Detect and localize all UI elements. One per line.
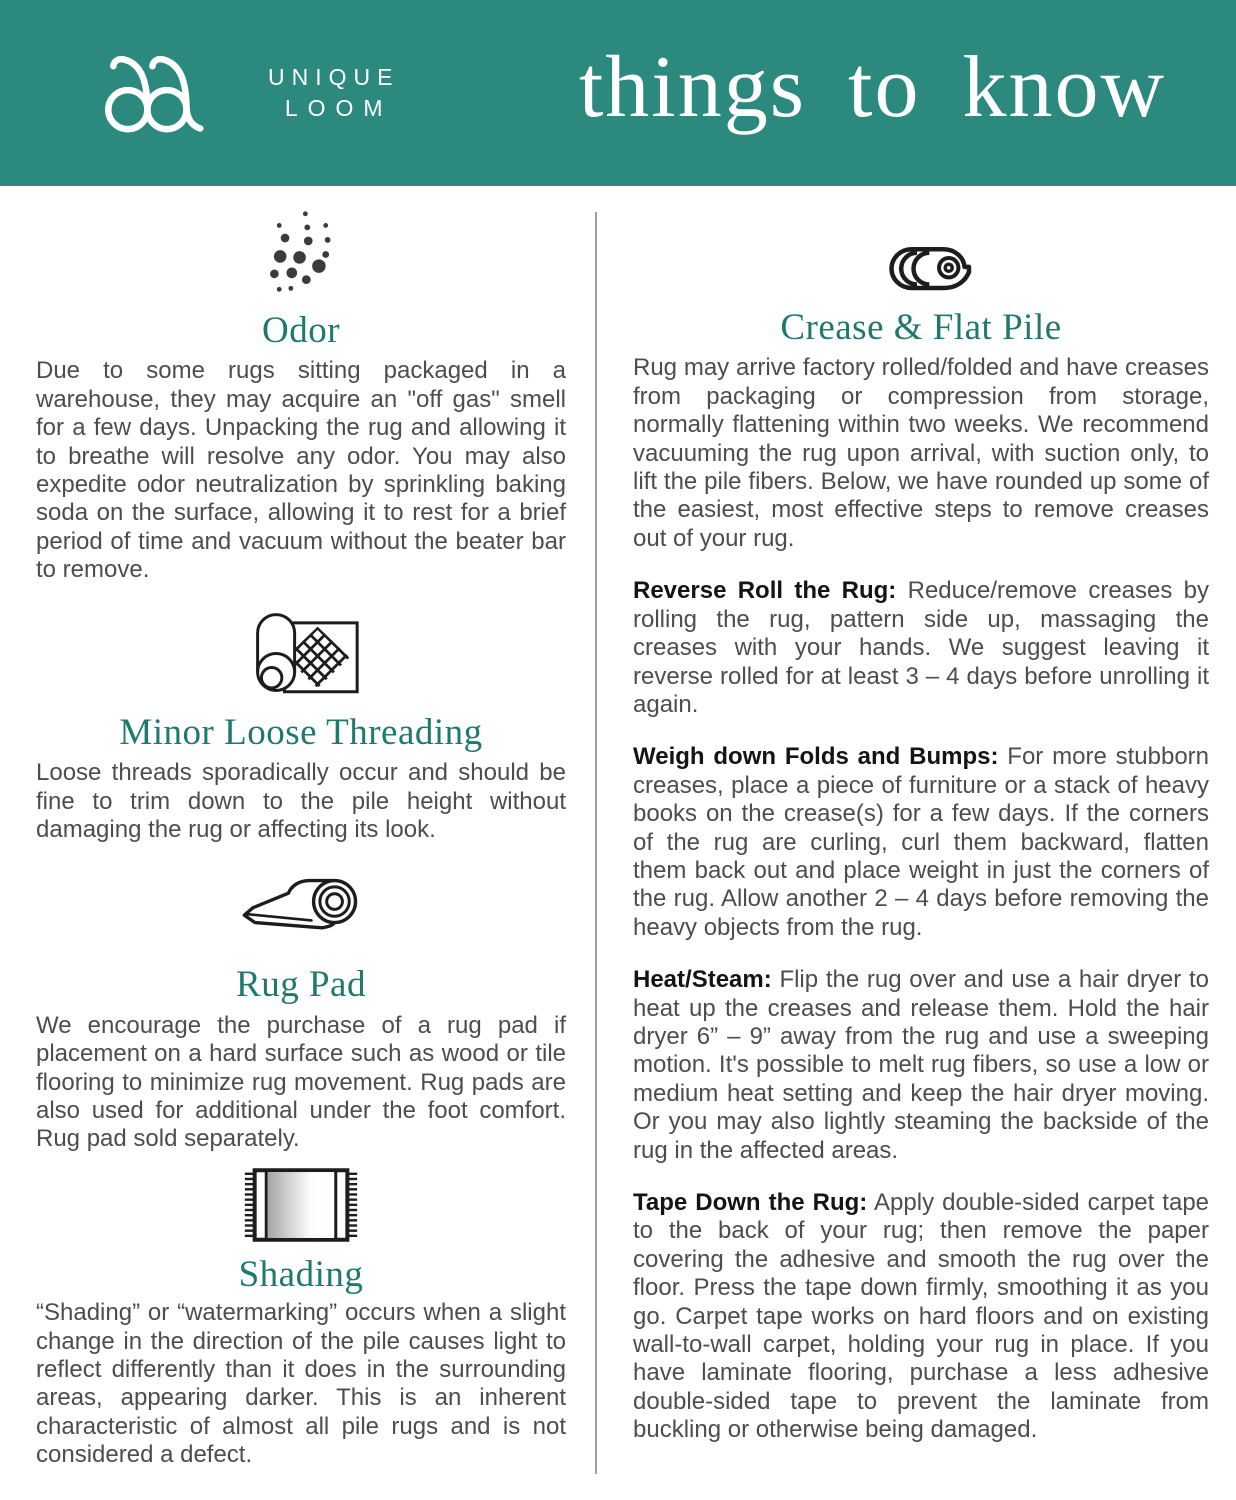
tip-text: For more stubborn creases, place a piece of furniture or a stack of heavy books on the crease(s) for a few days. If the corners of the rug are curling, curl them backward, flatten them back out and place weight in just the corners of the rug. Allow another 2 – 4 days before removing the heavy objects from the rug. — [633, 743, 1210, 941]
fringed-rug-icon — [242, 1164, 360, 1246]
tip-label: Reverse Roll the Rug: — [633, 577, 897, 605]
section-heading-threading: Minor Loose Threading — [119, 711, 483, 753]
section-heading-odor: Odor — [261, 310, 341, 351]
tip-heat-steam — [633, 966, 1209, 1165]
header-banner — [0, 0, 1236, 186]
section-minor-loose-threading — [36, 605, 566, 845]
section-odor — [36, 208, 566, 585]
brand-name — [268, 62, 399, 124]
section-icon-wrap — [36, 605, 566, 702]
column-divider — [595, 212, 597, 1474]
right-column — [633, 186, 1209, 1445]
section-rug-pad — [36, 868, 566, 1153]
rolled-rug-spiral-icon — [866, 242, 976, 297]
section-icon-wrap — [36, 208, 566, 300]
unique-loom-logo-icon — [96, 44, 248, 142]
tip-tape-down — [633, 1189, 1209, 1445]
section-shading — [36, 1164, 566, 1470]
rolled-rug-crosshatch-icon — [237, 605, 365, 702]
section-body-odor: Due to some rugs sitting packaged in a warehouse, they may acquire an "off gas" smell for a few days. Unpacking the rug and allowing it to breathe will resolve any odor. You may also expedite odor neutralization by sprinkling baking soda on the surface, allowing it to rest for a brief period of time and vacuum without the beater bar to remove. — [36, 357, 566, 584]
brand-logo — [96, 44, 399, 142]
left-column — [36, 186, 566, 1470]
section-body-crease-intro: Rug may arrive factory rolled/folded and have creases from packaging or compression from storage, normally flattening within two weeks. We recommend vacuuming the rug upon arrival, with suction only, to lift the pile fibers. Below, we have rounded up some of the easiest, most effective steps to remove creases out of your rug. — [633, 354, 1209, 552]
section-crease-flat-pile — [633, 242, 1209, 1445]
rug-pad-roll-icon — [238, 868, 364, 954]
tip-label: Tape Down the Rug: — [633, 1189, 868, 1216]
section-body-shading: “Shading” or “watermarking” occurs when a slight change in the direction of the pile causes light to reflect differently than it does in the surrounding areas, appearing darker. This is an inherent characteristic of almost all pile rugs and is not considered a defect. — [36, 1299, 566, 1469]
content-area — [0, 186, 1236, 1474]
section-heading-crease: Crease & Flat Pile — [780, 307, 1062, 348]
tip-text: Apply double-sided carpet tape to the back of your rug; then remove the paper covering the adhesive and smooth the rug over the floor. Press the tape down firmly, smoothing it as you go. Carpet tape works on hard floors and on existing wall-to-wall carpet, holding your rug in place. If you have laminate flooring, purchase a less adhesive double-sided tape to prevent the laminate from buckling or otherwise being damaged. — [633, 1189, 1210, 1444]
section-icon-wrap — [36, 1164, 566, 1246]
tip-reverse-roll — [633, 577, 1209, 719]
page-title: things to know — [578, 39, 1166, 136]
tip-weigh-down — [633, 743, 1209, 942]
section-body-threading: Loose threads sporadically occur and should be fine to trim down to the pile height without damaging the rug or affecting its look. — [36, 759, 566, 843]
brand-name-line2: LOOM — [284, 95, 393, 121]
tip-label: Weigh down Folds and Bumps: — [633, 743, 999, 771]
section-heading-rugpad: Rug Pad — [236, 964, 366, 1006]
section-icon-wrap — [633, 242, 1209, 297]
brand-name-line1: UNIQUE — [268, 63, 400, 90]
tip-text: Flip the rug over and use a hair dryer to heat up the creases and release them. Hold the hair dryer 6” – 9” away from the rug and use a sweeping motion. It's possible to melt rug fibers, so use a low or medium heat setting and keep the hair dryer moving. Or you may also lightly steaming the backside of the rug in the affected areas. — [633, 966, 1209, 1164]
tip-text: Reduce/remove creases by rolling the rug, pattern side up, massaging the creases with your hands. We suggest leaving it reverse rolled for at least 3 – 4 days before unrolling it again. — [633, 577, 1210, 718]
section-body-rugpad: We encourage the purchase of a rug pad if placement on a hard surface such as wood or tile flooring to minimize rug movement. Rug pads are also used for additional under the foot comfort. Rug pad sold separately. — [36, 1011, 566, 1153]
section-icon-wrap — [36, 868, 566, 954]
section-heading-shading: Shading — [238, 1253, 364, 1295]
odor-particles-icon — [251, 208, 351, 300]
tip-label: Heat/Steam: — [633, 966, 772, 994]
